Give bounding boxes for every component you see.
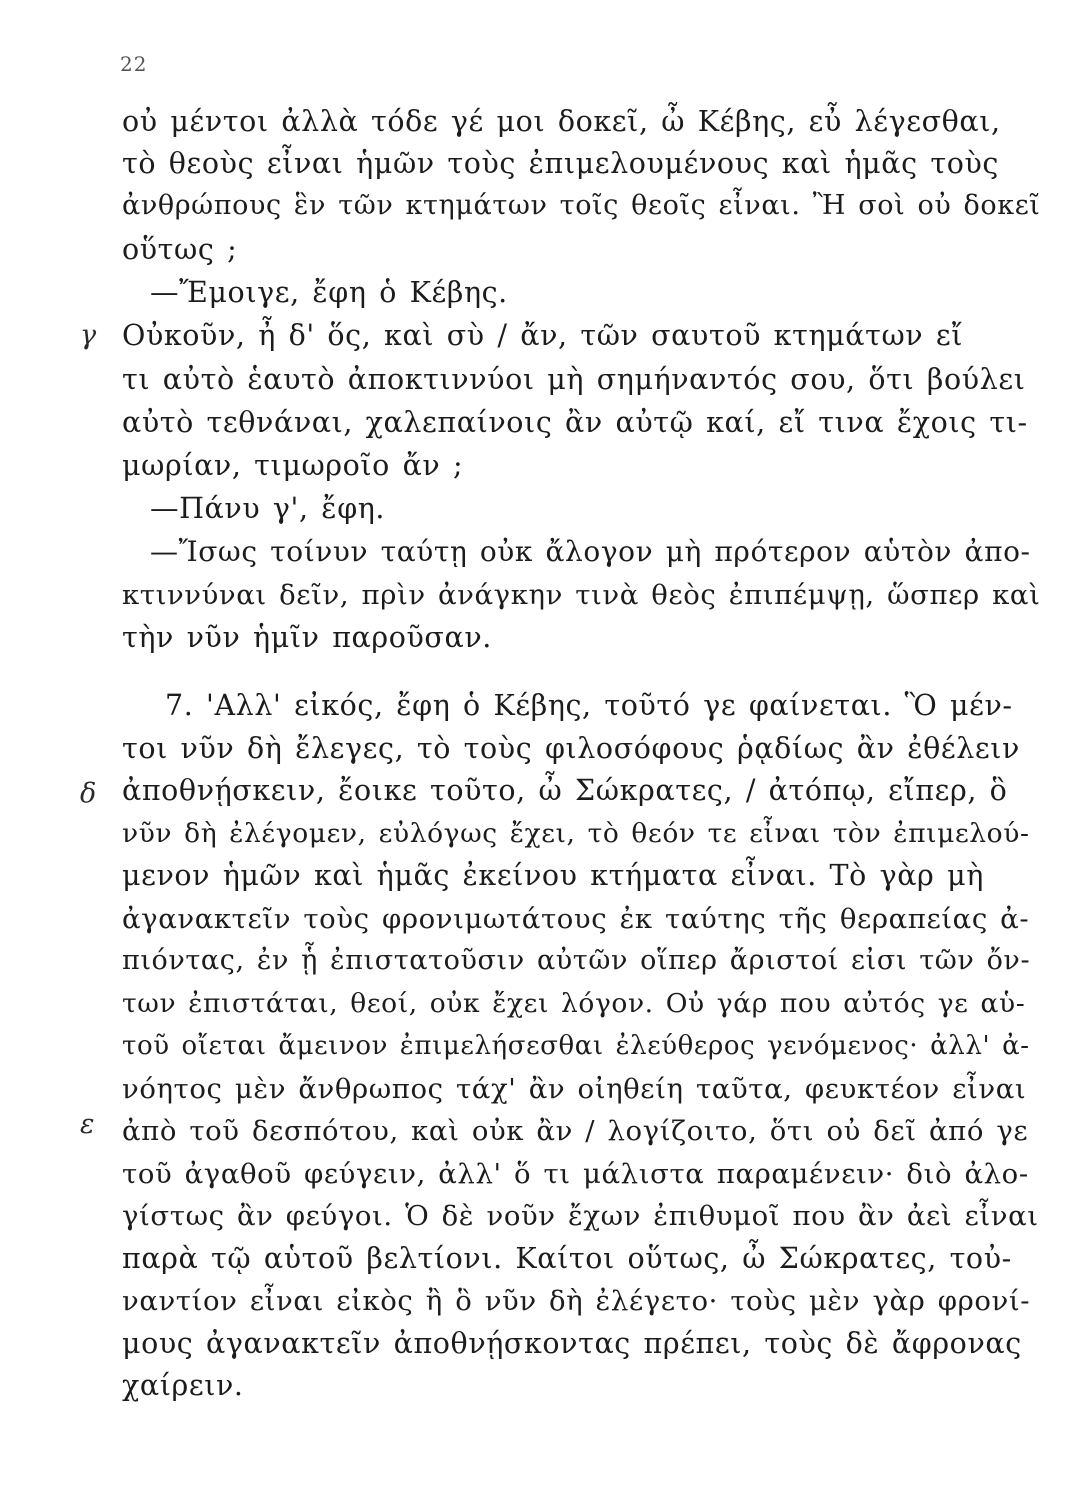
text-line: νόητος μὲν ἄνθρωπος τάχ' ἂν οἰηθείη ταῦτα, φευκτέον εἶναι: [122, 1073, 1027, 1105]
text-line: ἀγανακτεῖν τοὺς φρονιμωτάτους ἐκ ταύτης τῆς θεραπείας ἀ-: [122, 903, 1030, 935]
text-line: οὐ μέντοι ἀλλὰ τόδε γέ μοι δοκεῖ, ὦ Κέβης, εὖ λέγεσθαι,: [122, 105, 1001, 138]
text-line: 7. 'Αλλ' εἰκός, ἔφη ὁ Κέβης, τοῦτό γε φαίνεται. Ὃ μέν-: [165, 689, 1013, 722]
page-number: 22: [120, 52, 148, 76]
text-line: τοῦ οἴεται ἄμεινον ἐπιμελήσεσθαι ἐλεύθερος γενόμενος· ἀλλ' ἀ-: [122, 1031, 1030, 1061]
text-line: —Ἔμοιγε, ἔφη ὁ Κέβης.: [150, 276, 508, 309]
text-line: τὴν νῦν ἡμῖν παροῦσαν.: [122, 621, 492, 654]
text-line: Οὐκοῦν, ἦ δ' ὅς, καὶ σὺ / ἄν, τῶν σαυτοῦ κτημάτων εἴ: [122, 319, 964, 352]
text-line: πιόντας, ἐν ᾗ ἐπιστατοῦσιν αὐτῶν οἵπερ ἄριστοί εἰσι τῶν ὄν-: [122, 945, 1031, 976]
text-line: μωρίαν, τιμωροῖο ἄν ;: [122, 449, 464, 482]
text-line: αὐτὸ τεθνάναι, χαλεπαίνοις ἂν αὐτῷ καί, εἴ τινα ἔχοις τι-: [122, 406, 1028, 439]
text-line: ἀνθρώπους ἓν τῶν κτημάτων τοῖς θεοῖς εἶναι. Ἢ σοὶ οὐ δοκεῖ: [122, 190, 1041, 221]
text-line: κτιννύναι δεῖν, πρὶν ἀνάγκην τινὰ θεὸς ἐπιπέμψῃ, ὥσπερ καὶ: [122, 579, 1041, 611]
margin-marker-epsilon: ε: [80, 1109, 95, 1140]
text-line: μους ἀγανακτεῖν ἀποθνῄσκοντας πρέπει, τοὺς δὲ ἄφρονας: [122, 1327, 1022, 1360]
text-line: οὕτως ;: [122, 233, 238, 266]
text-line: τοι νῦν δὴ ἔλεγες, τὸ τοὺς φιλοσόφους ῥᾳδίως ἂν ἐθέλειν: [122, 732, 1020, 765]
text-line: ἀπὸ τοῦ δεσπότου, καὶ οὐκ ἂν / λογίζοιτο, ὅτι οὐ δεῖ ἀπό γε: [122, 1115, 1029, 1147]
margin-marker-gamma: γ: [80, 320, 97, 351]
text-line: —Ἴσως τοίνυν ταύτῃ οὐκ ἄλογον μὴ πρότερον αὑτὸν ἀπο-: [150, 535, 1031, 568]
text-line: —Πάνυ γ', ἔφη.: [150, 492, 386, 525]
text-line: χαίρειν.: [122, 1369, 244, 1402]
text-line: μενον ἡμῶν καὶ ἡμᾶς ἐκείνου κτήματα εἶναι. Τὸ γὰρ μὴ: [122, 859, 984, 892]
text-line: ναντίον εἶναι εἰκὸς ἢ ὃ νῦν δὴ ἐλέγετο· τοὺς μὲν γὰρ φρονί-: [122, 1285, 1031, 1317]
text-line: τὸ θεοὺς εἶναι ἡμῶν τοὺς ἐπιμελουμένους καὶ ἡμᾶς τοὺς: [122, 147, 999, 180]
text-line: νῦν δὴ ἐλέγομεν, εὐλόγως ἔχει, τὸ θεόν τε εἶναι τὸν ἐπιμελού-: [122, 818, 1030, 849]
text-line: των ἐπιστάται, θεοί, οὐκ ἔχει λόγον. Οὐ γάρ που αὐτός γε αὑ-: [122, 988, 1026, 1019]
text-line: παρὰ τῷ αὑτοῦ βελτίονι. Καίτοι οὕτως, ὦ Σώκρατες, τοὐ-: [122, 1242, 1012, 1275]
text-line: γίστως ἂν φεύγοι. Ὁ δὲ νοῦν ἔχων ἐπιθυμοῖ που ἂν ἀεὶ εἶναι: [122, 1200, 1039, 1232]
text-line: ἀποθνῄσκειν, ἔοικε τοῦτο, ὦ Σώκρατες, / ἀτόπῳ, εἴπερ, ὃ: [122, 774, 1008, 807]
margin-marker-delta: δ: [80, 778, 97, 809]
text-line: τοῦ ἀγαθοῦ φεύγειν, ἀλλ' ὅ τι μάλιστα παραμένειν· διὸ ἀλο-: [122, 1158, 1029, 1190]
text-line: τι αὐτὸ ἑαυτὸ ἀποκτιννύοι μὴ σημήναντός σου, ὅτι βούλει: [122, 363, 1026, 396]
